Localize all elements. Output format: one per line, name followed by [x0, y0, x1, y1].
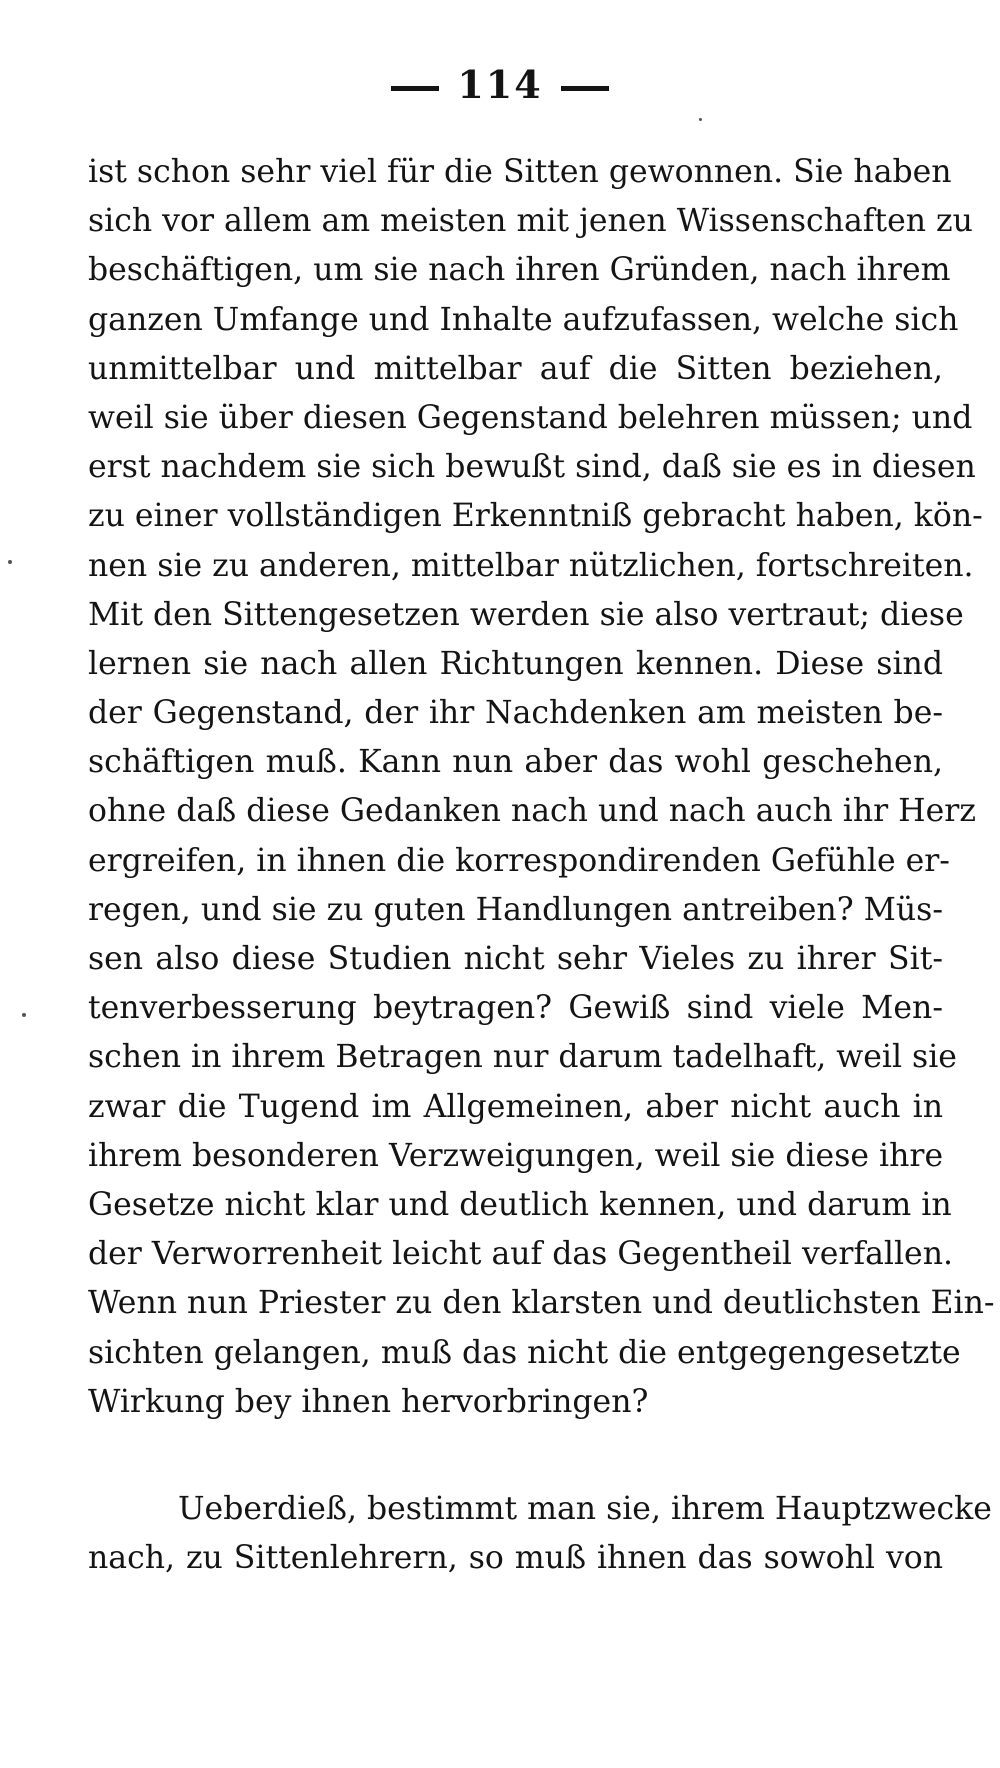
text-line: tenverbesserung beytragen? Gewiß sind viele Men-	[88, 990, 943, 1027]
text-line: nen sie zu anderen, mittelbar nützlichen, fortschreiten.	[88, 547, 974, 584]
header-dash-left	[391, 86, 439, 91]
text-line: erst nachdem sie sich bewußt sind, daß sie es in diesen	[88, 449, 976, 486]
text-line: sich vor allem am meisten mit jenen Wissenschaften zu	[88, 203, 973, 240]
text-line: schäftigen muß. Kann nun aber das wohl geschehen,	[88, 744, 943, 781]
text-line: zwar die Tugend im Allgemeinen, aber nicht auch in	[88, 1088, 943, 1125]
text-line: lernen sie nach allen Richtungen kennen. Diese sind	[88, 645, 943, 682]
text-line: zu einer vollständigen Erkenntniß gebracht haben, kön-	[88, 498, 983, 535]
text-line: der Verworrenheit leicht auf das Gegentheil verfallen.	[88, 1236, 954, 1273]
text-line: regen, und sie zu guten Handlungen antreiben? Müs-	[88, 891, 943, 928]
paragraph-1	[88, 148, 995, 1427]
page-number: 114	[457, 62, 543, 107]
text-line: sen also diese Studien nicht sehr Vieles zu ihrer Sit-	[88, 941, 943, 977]
text-line: ganzen Umfange und Inhalte aufzufassen, welche sich	[88, 301, 959, 338]
paper-speck	[699, 118, 702, 121]
text-line: unmittelbar und mittelbar auf die Sitten beziehen,	[88, 350, 943, 387]
text-line: beschäftigen, um sie nach ihren Gründen, nach ihrem	[88, 252, 951, 289]
text-line: Wirkung bey ihnen hervorbringen?	[88, 1383, 649, 1420]
text-line: ohne daß diese Gedanken nach und nach auch ihr Herz	[88, 793, 976, 830]
text-line: Mit den Sittengesetzen werden sie also vertraut; diese	[88, 596, 964, 633]
text-line: sichten gelangen, muß das nicht die entgegengesetzte	[88, 1334, 961, 1371]
header-dash-right	[561, 86, 609, 91]
paper-speck	[8, 560, 12, 564]
text-line: schen in ihrem Betragen nur darum tadelhaft, weil sie	[88, 1039, 957, 1076]
paper-speck	[22, 1013, 26, 1017]
text-line: Gesetze nicht klar und deutlich kennen, und darum in	[88, 1186, 952, 1223]
text-line: ihrem besonderen Verzweigungen, weil sie diese ihre	[88, 1137, 944, 1174]
text-line: der Gegenstand, der ihr Nachdenken am meisten be-	[88, 695, 943, 732]
text-line: weil sie über diesen Gegenstand belehren müssen; und	[88, 399, 973, 436]
text-line: nach, zu Sittenlehrern, so muß ihnen das sowohl von	[88, 1540, 943, 1577]
page-header	[0, 62, 1000, 107]
text-line: ergreifen, in ihnen die korrespondirenden Gefühle er-	[88, 842, 950, 879]
text-line: Ueberdieß, bestimmt man sie, ihrem Hauptzwecke	[178, 1491, 992, 1527]
text-line: Wenn nun Priester zu den klarsten und deutlichsten Ein-	[88, 1285, 995, 1322]
text-line: ist schon sehr viel für die Sitten gewonnen. Sie haben	[88, 154, 952, 190]
paragraph-2	[88, 1485, 992, 1583]
